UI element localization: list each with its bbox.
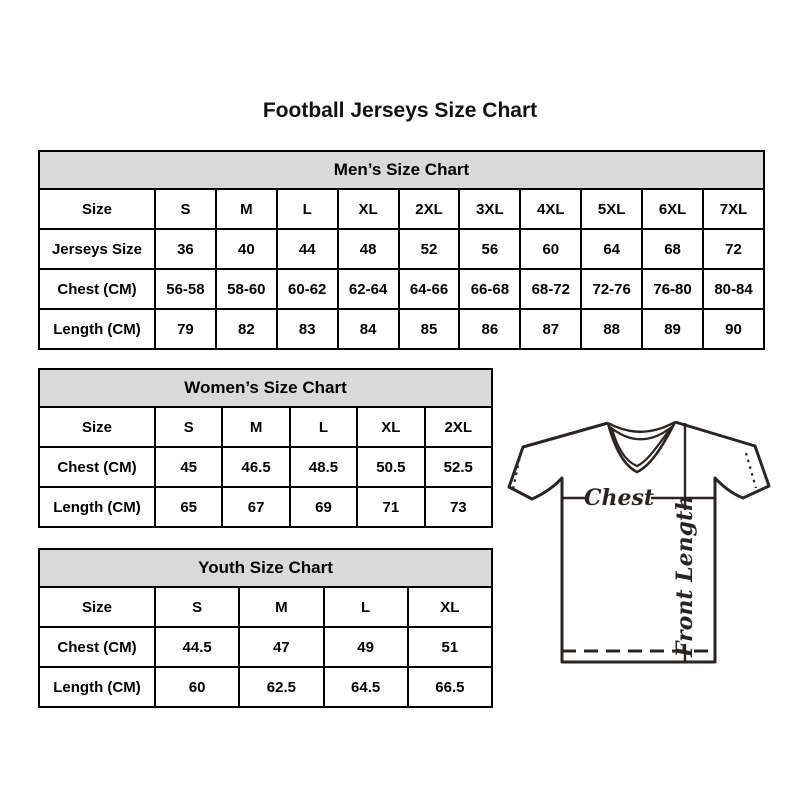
value-cell: 47 <box>239 627 323 667</box>
value-cell: 56 <box>459 229 520 269</box>
value-cell: 60 <box>155 667 239 707</box>
mens-table-header: Men’s Size Chart <box>38 150 765 190</box>
jersey-measurement-diagram <box>505 408 771 670</box>
row-label-cell: Length (CM) <box>39 667 155 707</box>
value-cell: 51 <box>408 627 492 667</box>
row-label-cell: Chest (CM) <box>39 447 155 487</box>
value-cell: 64.5 <box>324 667 408 707</box>
value-cell: 72 <box>703 229 764 269</box>
table-row <box>39 627 492 667</box>
value-cell: L <box>290 407 357 447</box>
value-cell: 64-66 <box>399 269 460 309</box>
value-cell: 5XL <box>581 189 642 229</box>
value-cell: 40 <box>216 229 277 269</box>
value-cell: 45 <box>155 447 222 487</box>
value-cell: XL <box>408 587 492 627</box>
value-cell: 36 <box>155 229 216 269</box>
value-cell: 85 <box>399 309 460 349</box>
value-cell: 44.5 <box>155 627 239 667</box>
row-label-cell: Size <box>39 587 155 627</box>
value-cell: 87 <box>520 309 581 349</box>
value-cell: 52 <box>399 229 460 269</box>
row-label-cell: Length (CM) <box>39 487 155 527</box>
value-cell: 82 <box>216 309 277 349</box>
row-label-cell: Size <box>39 407 155 447</box>
womens-table-grid <box>38 406 493 528</box>
table-row <box>39 587 492 627</box>
value-cell: 46.5 <box>222 447 289 487</box>
row-label-cell: Chest (CM) <box>39 269 155 309</box>
value-cell: M <box>239 587 323 627</box>
value-cell: 52.5 <box>425 447 492 487</box>
value-cell: 68 <box>642 229 703 269</box>
value-cell: 68-72 <box>520 269 581 309</box>
value-cell: XL <box>357 407 424 447</box>
value-cell: 86 <box>459 309 520 349</box>
value-cell: M <box>222 407 289 447</box>
table-row <box>39 189 764 229</box>
right-cuff-dotted-line <box>746 453 756 488</box>
value-cell: 56-58 <box>155 269 216 309</box>
value-cell: 67 <box>222 487 289 527</box>
table-row <box>39 229 764 269</box>
value-cell: S <box>155 189 216 229</box>
row-label-cell: Chest (CM) <box>39 627 155 667</box>
value-cell: S <box>155 587 239 627</box>
table-row <box>39 667 492 707</box>
value-cell: XL <box>338 189 399 229</box>
womens-size-chart-table <box>38 368 493 528</box>
value-cell: 66-68 <box>459 269 520 309</box>
value-cell: 4XL <box>520 189 581 229</box>
value-cell: 2XL <box>399 189 460 229</box>
value-cell: 62.5 <box>239 667 323 707</box>
value-cell: 7XL <box>703 189 764 229</box>
value-cell: 83 <box>277 309 338 349</box>
table-row <box>39 487 492 527</box>
youth-table-header: Youth Size Chart <box>38 548 493 588</box>
value-cell: M <box>216 189 277 229</box>
table-row <box>39 309 764 349</box>
row-label-cell: Length (CM) <box>39 309 155 349</box>
value-cell: 84 <box>338 309 399 349</box>
value-cell: 64 <box>581 229 642 269</box>
mens-table-grid <box>38 188 765 350</box>
youth-table-grid <box>38 586 493 708</box>
value-cell: L <box>277 189 338 229</box>
front-length-label: Front Length <box>672 494 698 658</box>
value-cell: 89 <box>642 309 703 349</box>
youth-size-chart-table <box>38 548 493 708</box>
value-cell: 3XL <box>459 189 520 229</box>
value-cell: 80-84 <box>703 269 764 309</box>
value-cell: 88 <box>581 309 642 349</box>
value-cell: 49 <box>324 627 408 667</box>
value-cell: 2XL <box>425 407 492 447</box>
value-cell: 73 <box>425 487 492 527</box>
value-cell: 60-62 <box>277 269 338 309</box>
value-cell: 62-64 <box>338 269 399 309</box>
value-cell: 50.5 <box>357 447 424 487</box>
value-cell: 79 <box>155 309 216 349</box>
row-label-cell: Jerseys Size <box>39 229 155 269</box>
value-cell: 60 <box>520 229 581 269</box>
table-row <box>39 407 492 447</box>
value-cell: S <box>155 407 222 447</box>
value-cell: 71 <box>357 487 424 527</box>
page-title: Football Jerseys Size Chart <box>262 99 538 122</box>
value-cell: 44 <box>277 229 338 269</box>
value-cell: 58-60 <box>216 269 277 309</box>
chest-label: Chest <box>583 485 655 511</box>
table-row <box>39 447 492 487</box>
collar-back-arc-outer <box>608 422 675 432</box>
value-cell: 76-80 <box>642 269 703 309</box>
row-label-cell: Size <box>39 189 155 229</box>
value-cell: 90 <box>703 309 764 349</box>
value-cell: L <box>324 587 408 627</box>
jersey-outline <box>509 422 769 662</box>
womens-table-header: Women’s Size Chart <box>38 368 493 408</box>
value-cell: 72-76 <box>581 269 642 309</box>
mens-size-chart-table <box>38 150 765 350</box>
value-cell: 65 <box>155 487 222 527</box>
value-cell: 66.5 <box>408 667 492 707</box>
value-cell: 48 <box>338 229 399 269</box>
value-cell: 6XL <box>642 189 703 229</box>
table-row <box>39 269 764 309</box>
value-cell: 69 <box>290 487 357 527</box>
value-cell: 48.5 <box>290 447 357 487</box>
